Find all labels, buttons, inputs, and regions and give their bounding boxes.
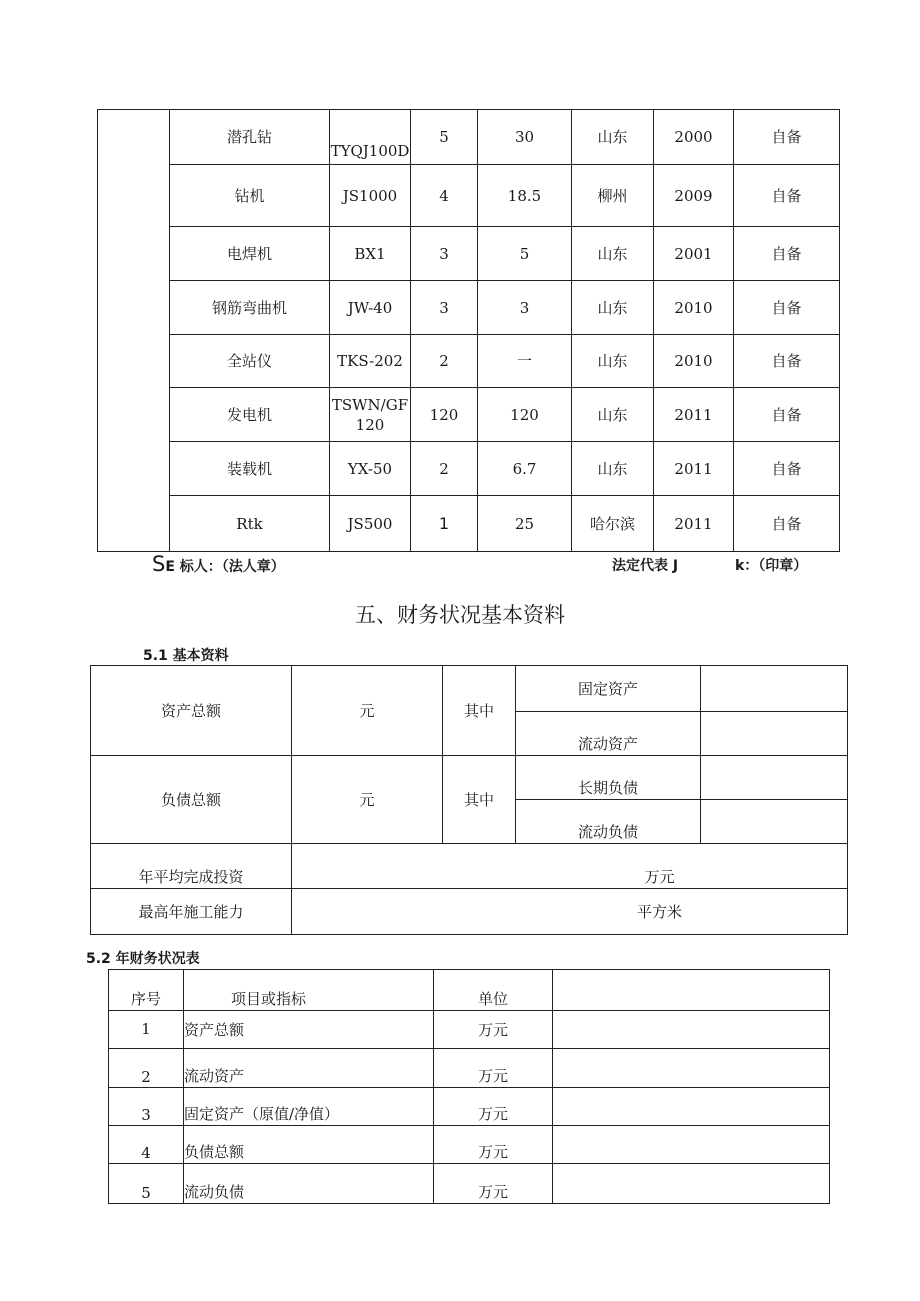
- equipment-model: TYQJ100D: [330, 110, 411, 165]
- table-row: [98, 110, 840, 165]
- row-unit: 万元: [434, 1049, 553, 1088]
- equipment-year: 2010: [654, 281, 734, 335]
- table-row: [98, 496, 840, 552]
- equipment-origin: 山东: [572, 110, 654, 165]
- equipment-power: 120: [478, 388, 572, 442]
- table-row: [98, 165, 840, 227]
- merged-category-cell: [98, 110, 170, 552]
- long-debt-value: [701, 756, 848, 800]
- equipment-model: TKS-202: [330, 335, 411, 388]
- finance-table-title: 5.2 年财务状况表: [86, 951, 200, 967]
- equipment-model: JS1000: [330, 165, 411, 227]
- long-debt-label: 长期负债: [516, 756, 701, 800]
- asset-among-label: 其中: [443, 666, 516, 756]
- equipment-model: TSWN/GF120: [330, 388, 411, 442]
- table-row: [91, 844, 848, 889]
- finance-status-table: [108, 969, 830, 1204]
- table-row: [91, 756, 848, 800]
- equipment-name: 潜孔钻: [170, 110, 330, 165]
- table-row: [109, 1164, 830, 1204]
- equipment-qty: 2: [411, 335, 478, 388]
- table-row: [109, 1049, 830, 1088]
- equipment-model: BX1: [330, 227, 411, 281]
- current-assets-label: 流动资产: [516, 712, 701, 756]
- equipment-year: 2009: [654, 165, 734, 227]
- row-value: [553, 1164, 830, 1204]
- basic-info-table: [90, 665, 848, 935]
- avg-investment-label: 年平均完成投资: [91, 844, 292, 889]
- row-no: 5: [109, 1164, 184, 1204]
- row-no: 4: [109, 1126, 184, 1164]
- row-item: 资产总额: [184, 1011, 434, 1049]
- equipment-qty: 1: [411, 496, 478, 552]
- equipment-year: 2011: [654, 442, 734, 496]
- equipment-power: 5: [478, 227, 572, 281]
- equipment-status: 自备: [734, 442, 840, 496]
- equipment-origin: 哈尔滨: [572, 496, 654, 552]
- table-row: [109, 1088, 830, 1126]
- table-row: [91, 666, 848, 712]
- row-unit: 万元: [434, 1164, 553, 1204]
- equipment-origin: 山东: [572, 281, 654, 335]
- row-item: 负债总额: [184, 1126, 434, 1164]
- equipment-status: 自备: [734, 335, 840, 388]
- equipment-power: 6.7: [478, 442, 572, 496]
- row-value: [553, 1011, 830, 1049]
- row-value: [553, 1049, 830, 1088]
- equipment-origin: 山东: [572, 388, 654, 442]
- header-no: 序号: [109, 970, 184, 1011]
- equipment-qty: 3: [411, 281, 478, 335]
- equipment-model: JW-40: [330, 281, 411, 335]
- avg-investment-unit: 万元: [292, 844, 848, 889]
- equipment-qty: 120: [411, 388, 478, 442]
- debt-total-label: 负债总额: [91, 756, 292, 844]
- equipment-qty: 3: [411, 227, 478, 281]
- row-item: 固定资产（原值/净值）: [184, 1088, 434, 1126]
- table-row: [109, 1126, 830, 1164]
- table-row: [98, 442, 840, 496]
- row-no: 2: [109, 1049, 184, 1088]
- table-row: [98, 388, 840, 442]
- table-row: [91, 889, 848, 935]
- row-unit: 万元: [434, 1126, 553, 1164]
- equipment-year: 2000: [654, 110, 734, 165]
- row-unit: 万元: [434, 1011, 553, 1049]
- equipment-power: 30: [478, 110, 572, 165]
- equipment-origin: 柳州: [572, 165, 654, 227]
- seal-label: k：（印章）: [735, 558, 808, 574]
- header-unit: 单位: [434, 970, 553, 1011]
- equipment-status: 自备: [734, 496, 840, 552]
- equipment-year: 2011: [654, 388, 734, 442]
- equipment-power: 25: [478, 496, 572, 552]
- basic-info-title: 5.1 基本资料: [143, 648, 229, 664]
- current-assets-value: [701, 712, 848, 756]
- debt-among-label: 其中: [443, 756, 516, 844]
- equipment-power: 一: [478, 335, 572, 388]
- row-unit: 万元: [434, 1088, 553, 1126]
- equipment-status: 自备: [734, 227, 840, 281]
- equipment-origin: 山东: [572, 442, 654, 496]
- equipment-qty: 5: [411, 110, 478, 165]
- debt-total-unit: 元: [292, 756, 443, 844]
- bidder-signature-label: SE 标人：（法人章）: [152, 552, 285, 576]
- max-capacity-unit: 平方米: [292, 889, 848, 935]
- equipment-qty: 4: [411, 165, 478, 227]
- fixed-assets-value: [701, 666, 848, 712]
- asset-total-unit: 元: [292, 666, 443, 756]
- table-row: [98, 227, 840, 281]
- table-row: [98, 335, 840, 388]
- equipment-model: JS500: [330, 496, 411, 552]
- equipment-power: 3: [478, 281, 572, 335]
- row-value: [553, 1088, 830, 1126]
- equipment-model: YX-50: [330, 442, 411, 496]
- row-value: [553, 1126, 830, 1164]
- equipment-name: 电焊机: [170, 227, 330, 281]
- equipment-year: 2010: [654, 335, 734, 388]
- equipment-origin: 山东: [572, 335, 654, 388]
- row-item: 流动负债: [184, 1164, 434, 1204]
- equipment-name: Rtk: [170, 496, 330, 552]
- equipment-table: [97, 109, 840, 552]
- equipment-status: 自备: [734, 281, 840, 335]
- row-item: 流动资产: [184, 1049, 434, 1088]
- equipment-year: 2011: [654, 496, 734, 552]
- header-item: 项目或指标: [184, 970, 434, 1011]
- row-no: 1: [109, 1011, 184, 1049]
- equipment-name: 钻机: [170, 165, 330, 227]
- table-row: [98, 281, 840, 335]
- max-capacity-label: 最高年施工能力: [91, 889, 292, 935]
- equipment-status: 自备: [734, 165, 840, 227]
- section-title: 五、财务状况基本资料: [355, 603, 565, 627]
- equipment-name: 装载机: [170, 442, 330, 496]
- equipment-status: 自备: [734, 110, 840, 165]
- table-row: [109, 1011, 830, 1049]
- header-value: [553, 970, 830, 1011]
- equipment-name: 发电机: [170, 388, 330, 442]
- table-header-row: [109, 970, 830, 1011]
- current-debt-label: 流动负债: [516, 800, 701, 844]
- asset-total-label: 资产总额: [91, 666, 292, 756]
- current-debt-value: [701, 800, 848, 844]
- equipment-power: 18.5: [478, 165, 572, 227]
- fixed-assets-label: 固定资产: [516, 666, 701, 712]
- equipment-qty: 2: [411, 442, 478, 496]
- equipment-status: 自备: [734, 388, 840, 442]
- equipment-year: 2001: [654, 227, 734, 281]
- equipment-name: 钢筋弯曲机: [170, 281, 330, 335]
- row-no: 3: [109, 1088, 184, 1126]
- legal-rep-signature-label: 法定代表 J: [612, 558, 679, 574]
- equipment-name: 全站仪: [170, 335, 330, 388]
- equipment-origin: 山东: [572, 227, 654, 281]
